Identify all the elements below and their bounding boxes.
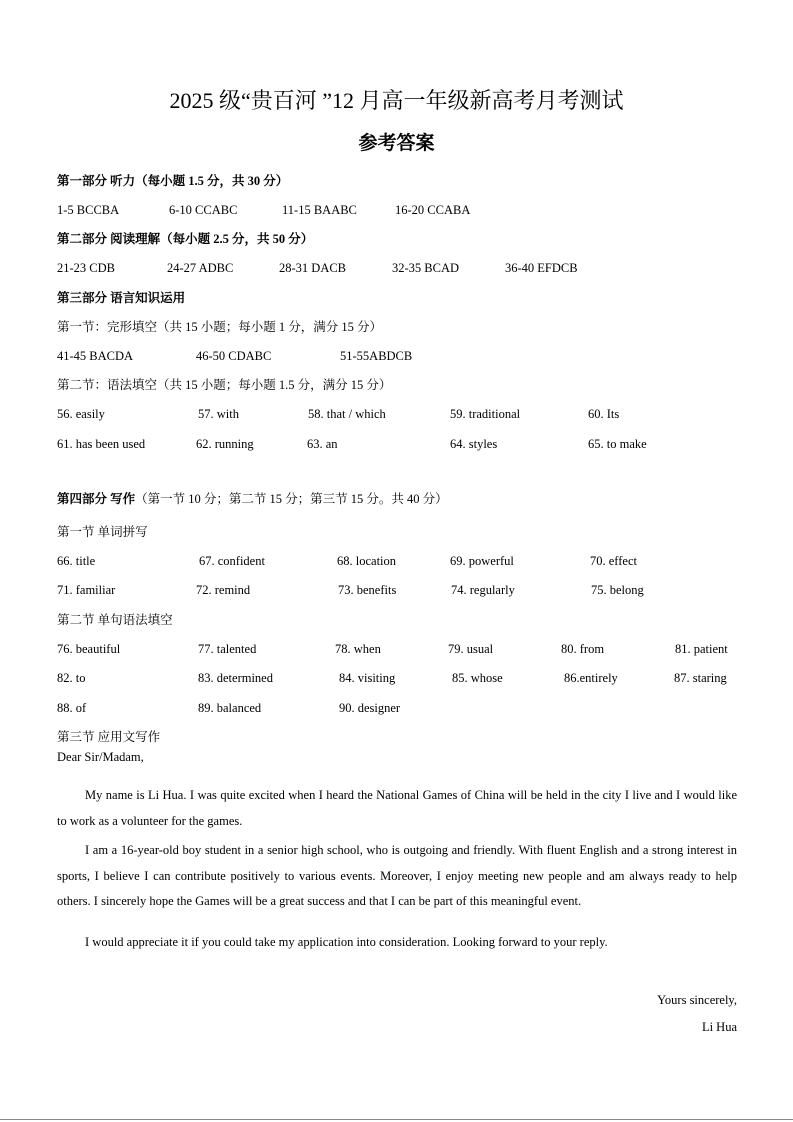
answer-item: 84. visiting — [339, 671, 396, 685]
answer-group: 28-31 DACB — [279, 261, 347, 275]
answer-item: 76. beautiful — [57, 642, 121, 656]
part3-heading: 第三部分 语言知识运用 — [57, 291, 186, 305]
answer-group: 11-15 BAABC — [282, 203, 357, 217]
answer-item: 75. belong — [591, 583, 644, 597]
answer-item: 68. location — [337, 554, 397, 568]
part2-answers — [57, 259, 757, 277]
answer-item: 88. of — [57, 701, 87, 715]
answer-item: 71. familiar — [57, 583, 116, 597]
letter-paragraph: I would appreciate it if you could take my application into consideration. Looking forward to your reply. — [85, 934, 608, 949]
part4-section1-heading: 第一节 单词拼写 — [57, 525, 148, 539]
answer-item: 56. easily — [57, 407, 105, 421]
answer-item: 86.entirely — [564, 671, 618, 685]
answer-item: 69. powerful — [450, 554, 514, 568]
answer-group: 24-27 ADBC — [167, 261, 234, 275]
answer-item: 81. patient — [675, 642, 728, 656]
letter-salutation: Dear Sir/Madam, — [57, 750, 144, 764]
answer-item: 85. whose — [452, 671, 503, 685]
letter-paragraph: I am a 16-year-old boy student in a senior high school, who is outgoing and friendly. With fluent English and a strong interest in sports, I believe I can contribute positively to various events. Moreover, I enjoy meeting new people and am always ready to help others. I sincerely hope the Games will be a great success and that I can be part of this meaningful event. — [57, 843, 737, 908]
answer-item: 61. has been used — [57, 437, 146, 451]
part3-section1-heading: 第一节：完形填空（共 15 小题；每小题 1 分，满分 15 分） — [57, 320, 383, 334]
answer-group: 1-5 BCCBA — [57, 203, 120, 217]
letter-body — [57, 783, 737, 955]
answer-item: 77. talented — [198, 642, 257, 656]
part1-heading: 第一部分 听力（每小题 1.5 分，共 30 分） — [57, 174, 289, 188]
answer-group: 6-10 CCABC — [169, 203, 238, 217]
part4-section2-row1 — [57, 640, 757, 658]
answer-group: 41-45 BACDA — [57, 349, 134, 363]
part2-heading: 第二部分 阅读理解（每小题 2.5 分，共 50 分） — [57, 232, 314, 246]
part3-section2-row1 — [57, 405, 757, 423]
part3-section2-row2 — [57, 435, 757, 453]
letter-closing: Yours sincerely, — [657, 993, 737, 1007]
answer-item: 89. balanced — [198, 701, 262, 715]
answer-item: 74. regularly — [451, 583, 515, 597]
letter-signature: Li Hua — [701, 1020, 737, 1034]
answer-item: 58. that / which — [308, 407, 386, 421]
answer-item: 60. Its — [588, 407, 620, 421]
exam-title: 2025 级“贵百河 ”12 月高一年级新高考月考测试 — [169, 88, 624, 113]
part3-section1-answers — [57, 347, 757, 365]
answer-item: 65. to make — [588, 437, 647, 451]
answer-item: 90. designer — [339, 701, 401, 715]
page-subtitle: 参考答案 — [358, 133, 435, 154]
answer-item: 82. to — [57, 671, 86, 685]
part4-section2-row2 — [57, 669, 757, 687]
answer-group: 32-35 BCAD — [392, 261, 460, 275]
answer-item: 83. determined — [198, 671, 273, 685]
page-bottom-divider — [0, 1119, 793, 1120]
answer-item: 62. running — [196, 437, 254, 451]
part4-heading-points: （第一节 10 分；第二节 15 分；第三节 15 分。共 40 分） — [135, 492, 448, 506]
part4-section2-row3 — [57, 699, 757, 717]
letter-paragraph: My name is Li Hua. I was quite excited when I heard the National Games of China will be held in the city I live and I would like to work as a volunteer for the games. — [57, 788, 737, 828]
answer-group: 51-55ABDCB — [340, 349, 413, 363]
answer-item: 64. styles — [450, 437, 498, 451]
part4-section1-row1 — [57, 552, 757, 570]
part4-section1-row2 — [57, 581, 757, 599]
answer-item: 72. remind — [196, 583, 251, 597]
answer-group: 21-23 CDB — [57, 261, 115, 275]
answer-group: 16-20 CCABA — [395, 203, 471, 217]
answer-item: 87. staring — [674, 671, 727, 685]
answer-item: 59. traditional — [450, 407, 521, 421]
answer-item: 67. confident — [199, 554, 265, 568]
part3-section2-heading: 第二节：语法填空（共 15 小题；每小题 1.5 分，满分 15 分） — [57, 378, 392, 392]
answer-item: 79. usual — [448, 642, 494, 656]
answer-item: 70. effect — [590, 554, 637, 568]
answer-item: 63. an — [307, 437, 338, 451]
part1-answers — [57, 201, 757, 219]
part4-heading-bold: 第四部分 写作 — [57, 492, 136, 506]
answer-group: 46-50 CDABC — [196, 349, 272, 363]
answer-item: 57. with — [198, 407, 239, 421]
part4-section2-heading: 第二节 单句语法填空 — [57, 613, 173, 627]
answer-item: 66. title — [57, 554, 96, 568]
part4-section3-heading: 第三节 应用文写作 — [57, 730, 161, 744]
answer-group: 36-40 EFDCB — [505, 261, 578, 275]
answer-item: 78. when — [335, 642, 381, 656]
part4-heading — [57, 490, 448, 508]
answer-item: 73. benefits — [338, 583, 397, 597]
answer-item: 80. from — [561, 642, 605, 656]
